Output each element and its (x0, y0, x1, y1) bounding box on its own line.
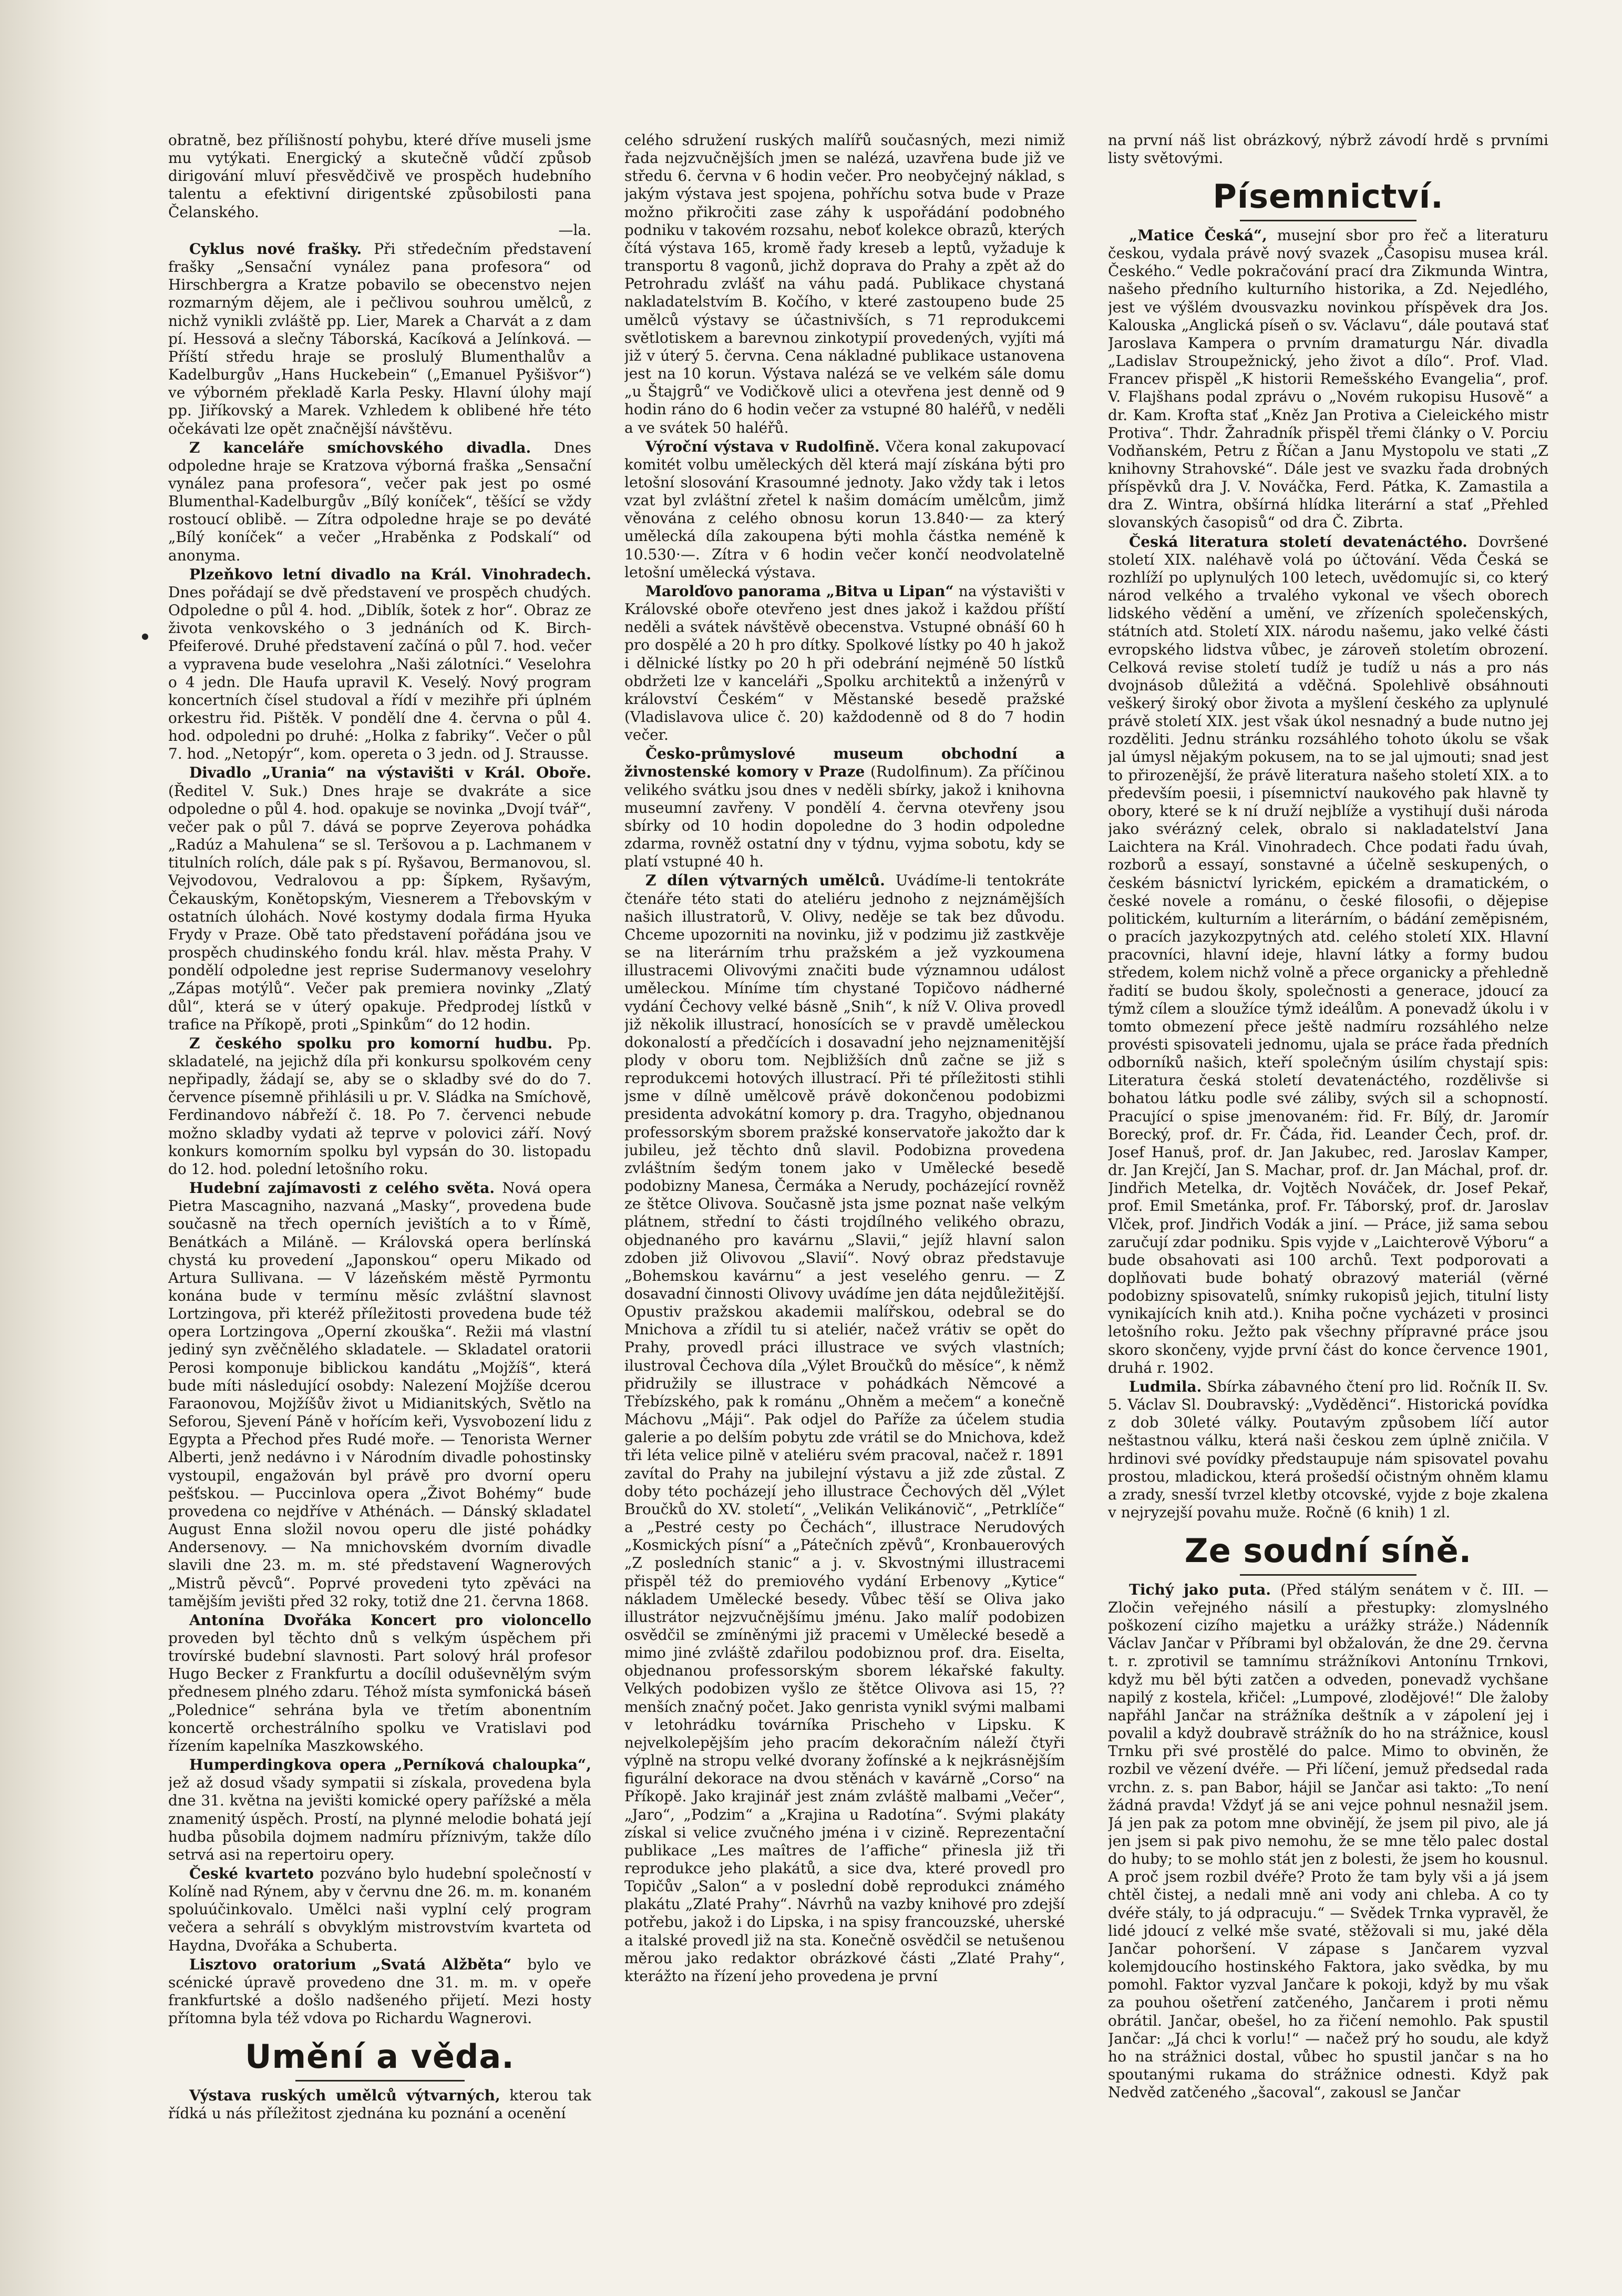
article-paragraph: na první náš list obrázkový, nýbrž závodí hrdě s prvními listy světovými. (1108, 131, 1548, 167)
article-paragraph: Výroční výstava v Rudolfině. Včera konal zakupovací komitét volbu uměleckých děl která mají získána býti pro letošní slosování Krasoumné jednoty. Jako vždy tak i letos vzat byl zvláštní zřetel k našim domácím umělcům, jimž věnována z celého obnosu korun 13.840·— za který umělecká díla zakoupena býti mohla částka neméně k 10.530·—. Zítra v 6 hodin večer končí neodvolatelně letošní umělecká výstava. (624, 437, 1065, 581)
section-rule (1240, 1574, 1416, 1576)
article-heading: Divadlo „Urania“ na výstavišti v Král. Oboře. (189, 764, 591, 782)
article-heading: České kvarteto (189, 1865, 314, 1882)
section-heading: Umění a věda. (245, 2037, 515, 2076)
article-heading: Humperdingkova opera „Perníková chaloupka“, (189, 1756, 591, 1774)
article-heading: Marolďovo panorama „Bitva u Lipan“ (645, 582, 954, 600)
article-paragraph: Výstava ruských umělců výtvarných, kterou tak řídká u nás příležitost zjednána ku poznání a ocenění (168, 2087, 591, 2122)
article-heading: Hudební zajímavosti z celého světa. (189, 1179, 495, 1197)
section-rule (1240, 220, 1416, 221)
article-heading: Ludmila. (1129, 1377, 1202, 1395)
article-heading: Lisztovo oratorium „Svatá Alžběta“ (189, 1955, 512, 1973)
article-paragraph: Plzeňkovo letní divadlo na Král. Vinohradech. Dnes pořádají se dvě představení ve prospěch chudých. Odpoledne o půl 4. hod. „Diblík, šotek z hor“. Obraz ze života venkovského o 3 jednáních od K. Birch-Pfeiferové. Druhé představení začíná o půl 7. hod. večer a vypravena bude veselohra „Naši zálotníci.“ Veselohra o 4 jedn. Dle Haufa upravil K. Veselý. Nový program koncertních čísel studoval a řídí v mezihře při úplném orkestru řid. Pištěk. V pondělí dne 4. června o půl 4. hod. odpoledni po druhé: „Holka z fabriky“. Večer o půl 7. hod. „Netopýr“, kom. opereta o 3 jedn. od J. Strausse. (168, 565, 591, 763)
article-paragraph: České kvarteto pozváno bylo hudební společností v Kolíně nad Rýnem, aby v červnu dne 26. m. m. konaném spoluúčinkovalo. Umělci naši vyplní celý program večera a sehrálí s obvyklým mistrovstvím kvarteta od Haydna, Dvořáka a Schuberta. (168, 1865, 591, 1954)
article-paragraph: celého sdružení ruských malířů současných, mezi nimiž řada nejzvučnějších jmen se nalézá, uzavřena bude již ve středu 6. června v 6 hodin večer. Pro neobyčejný náklad, s jakým výstava jest spojena, pohříchu sotva bude v Praze možno přikročiti zase záhy k uspořádání podobného podniku v takovém rozsahu, neboť kolekce obrazů, kterých čítá výstava 165, kromě řady kreseb a leptů, vyžaduje k transportu 8 vagonů, jichž doprava do Prahy a zpět až do Petrohradu zvlášť na váhu padá. Publikace chystaná nakladatelstvím B. Kočího, v které zastoupeno bude 25 umělců výstavy se účastnivších, s 71 reprodukcemi světlotiskem a barevnou zinkotypií provedených, vyjíti má již v úterý 5. června. Cena nákladné publikace ustanovena jest na 10 korun. Výstava nalézá se ve velkém sále domu „u Štajgrů“ ve Vodičkově ulici a otevřena jest denně od 9 hodin ráno do 6 hodin večer za vstupné 80 haléřů, v neděli a ve svátek 50 haléřů. (624, 131, 1065, 436)
article-paragraph: Lisztovo oratorium „Svatá Alžběta“ bylo ve scénické úpravě provedeno dne 31. m. m. v opeře frankfurtské a došlo nadšeného přijetí. Mezi hosty přítomna byla též vdova po Richardu Wagnerovi. (168, 1955, 591, 2027)
article-heading: Česká literatura století devatenáctého. (1129, 533, 1467, 550)
column-2 (624, 131, 1065, 2275)
article-paragraph: Antonína Dvořáka Koncert pro violoncello proveden byl těchto dnů s velkým úspěchem při trovírské budební slavnosti. Part solový hrál profesor Hugo Becker z Frankfurtu a docílil oduševnělým svým přednesem plného zdaru. Téhož místa symfonická báseň „Polednice“ sehrána byla ve třetím abonentním koncertě orchestrálního spolku ve Vratislavi pod řízením kapelníka Maszkowského. (168, 1611, 591, 1754)
article-heading: Z kanceláře smíchovského divadla. (189, 438, 531, 456)
column-1 (168, 131, 591, 2275)
article-paragraph: Humperdingkova opera „Perníková chaloupka“, jež až dosud všady sympatii si získala, provedena byla dne 31. května na jevišti komické opery pařížské a měla znamenitý úspěch. Prostí, na plynné melodie bohatá její hudba působila dojmem nadmíru příznivým, takže dílo setrvá asi na repertoiru opery. (168, 1756, 591, 1863)
page-binding-shadow (0, 0, 110, 2296)
article-heading: Z dílen výtvarných umělců. (645, 872, 885, 890)
article-heading: Cyklus nové frašky. (189, 240, 362, 258)
section-heading: Písemnictví. (1213, 177, 1444, 216)
article-paragraph: Marolďovo panorama „Bitva u Lipan“ na výstavišti v Královské oboře otevřeno jest dnes jakož i každou příští neděli a svátek návštěvě obecenstva. Vstupné obnáší 60 h pro dospělé a 20 h pro dítky. Spolkové lístky po 40 h jakož i dělnické lístky po 20 h při odebrání nejméně 50 lístků obdržeti lze v kanceláři „Spolku architektů a inženýrů v království Českém“ v Městanské besedě pražské (Vladislavova ulice č. 20) každodenně od 8 do 7 hodin večer. (624, 582, 1065, 744)
article-heading: Česko-průmyslové museum obchodní a živnostenské komory v Praze (624, 745, 1065, 781)
article-heading: Plzeňkovo letní divadlo na Král. Vinohradech. (189, 565, 591, 583)
article-paragraph: Česká literatura století devatenáctého. Dovršené století XIX. naléhavě volá po účtování. Věda Česká se rozhlíží po uplynulých 100 letech, uvědomujíc si, co který národ velkého a trvalého vykonal ve všech oborech lidského vědění a umění, ve zřízeních společenských, státních atd. Století XIX. národu našemu, jako velké části evropského lidstva vůbec, je zároveň stoletím obrození. Celková revise století tudíž je tudíž u nás a pro nás dvojnásob důležitá a vděčná. Spolehlivě obsáhnouti veškerý široký obor života a myšlení českého za uplynulé právě století XIX. jest však úkol nesnadný a bude nutno jej rozděliti. Jednu stránku rozsáhlého tohoto úkolu se však jal úmysl nějakým pokusem, na to se jal ujmouti; snad jest to přirozenější, že právě literatura našeho století XIX. a to především poesii, i písemnictví naukového pak hlavně ty obory, které se k ní druží nejblíže a vystihují duši národa jako svérázný celek, obralo si nakladatelství Jana Laichtera na Král. Vinohradech. Chce podati řadu úvah, rozborů a essayí, sonstavné a účelně seskupených, o českém básnictví lyrickém, epickém a dramatickém, o české novele a románu, o české filosofii, o dějepise politickém, kulturním a literárním, o bádání zeměpisném, o pracích jazykozpytných atd. celého století XIX. Hlavní pracovníci, hlavní ideje, hlavní látky a formy budou středem, kolem nichž volně a přece organicky a přehledně řadití se budou školy, společnosti a generace, jdoucí za týmž cílem a sloužíce týmž ideálům. A ponevadž úkolu i v tomto obmezení přece ještě nadmíru rozsáhlého nelze provésti spisovateli jednomu, ujala se práce řada předních odborníků našich, kteří společným úsilím chystají spis: Literatura česká století devatenáctého, rozdělivše si bohatou látku podle své záliby, svých sil a schopností. Pracující o spise jmenovaném: řid. Fr. Bílý, dr. Jaromír Borecký, prof. dr. Fr. Čáda, řid. Leander Čech, prof. dr. Josef Hanuš, prof. dr. Jan Jakubec, red. Jaroslav Kamper, dr. Jan Krejčí, Jan S. Machar, prof. dr. Jan Máchal, prof. dr. Jindřich Metelka, dr. Vojtěch Nováček, dr. Josef Pekař, prof. Emil Smetánka, prof. Fr. Táborský, prof. dr. Jaroslav Vlček, prof. Jindřich Vodák a jiní. — Práce, již sama sebou zaručují zdar podniku. Spis vyjde v „Laichterově Výboru“ a bude obsahovati asi 100 archů. Text podporovati a doplňovati bude bohatý obrazový materiál (věrné podobizny spisovatelů, snímky rukopisů jejich, titulní listy vynikajících knih atd.). Kniha počne vycházeti v prosinci letošního roku. Ježto pak všechny přípravné práce jsou skoro skončeny, vyjde první část do konce července 1901, druhá r. 1902. (1108, 533, 1548, 1376)
article-paragraph: Tichý jako puta. (Před stálým senátem v č. III. — Zločin veřejného násilí a přestupky: zlomyslného poškození cizího majetku a urážky stráže.) Nádenník Václav Jančar v Příbrami byl obžalován, že dne 29. června t. r. zprotivil se tamnímu strážníkovi Antonínu Trnkovi, když mu běl býti zatčen a odveden, ponevadž vychšane napilý z kostela, křičel: „Lumpové, zlodějové!“ Dle žaloby napřáhl Jančar na strážníka deštník a v zápolení jej i povalil a když doubravě strážník do ho na strážnice, kousl Trnku při své prostělé do palce. Mimo to obviněn, že rozbil ve vězení dvéře. — Při líčení, jemuž předsedal rada vrchn. z. s. pan Babor, hájil se Jančar asi takto: „To není žádná pravda! Vždyť já se ani vejce pohnul nesnažil jsem. Já jen pak za potom mne obvinějí, že jsem pil pivo, ale já jen jsem si pak pivo nemohu, že se mne tělo palec dostal do huby; to se mohlo stát jen z bolesti, že jsem ho kousnul. A proč jsem rozbil dvéře? Proto že tam byly vši a já jsem chtěl čistej, a nedali mně ani vody ani chleba. A co ty dvéře stály, to já odpracuju.“ — Svědek Trnka vypravěl, že lidé jdoucí z velké mše svaté, stěžovali si mu, jaké děla Jančar pohoršení. V zápase s Jančarem vyzval kolemjdoucího hostinského Faktora, jako svědka, by mu pomohl. Faktor vyzval Jančare k pokoji, když by mu však za pouhou ošetření zatčeného, Jančarem i proti němu obrátil. Jančar, obešel, ho za řičení nemohlo. Pak spustil Jančar: „Já chci k vorlu!“ — načež prý ho soudu, ale když ho na strážnici dostal, vůbec ho spustil jančar s na ho spoutanými rukama do strážnice odnesti. Když pak Nedvěd zatčeného „šacoval“, zakousl se Jančar (1108, 1580, 1548, 2101)
article-paragraph: Z dílen výtvarných umělců. Uvádíme-li tentokráte čtenáře této stati do ateliéru jednoho z nejznámějších našich illustratorů, V. Olivy, neděje se tak bez důvodu. Chceme upozorniti na novinku, již v podzimu již zastkvěje se na literárním trhu pražském a jež vyzkoumena illustracemi Olivovými značiti bude významnou událost uměleckou. Míníme tím chystané Topičovo nádherné vydání Čechovy velké básně „Snih“, k níž V. Oliva provedl již několik illustrací, honosících se v pravdě uměleckou dokonalostí a předčících i dosavadní jeho nejznamenitější plody v oboru tom. Nejbližších dnů začne se již s reprodukcemi hotových illustrací. Při té příležitosti stihli jsme v dílně umělcově právě dokončenou podobizmi presidenta advokátní komory p. dra. Tragyho, objednanou professorským sborem pražské konservatoře jakožto dar k jubileu, jež těchto dnů slavil. Podobizna provedena zvláštním šedým tonem jako v Umělecké besedě podobizny Manesa, Čermáka a Nerudy, pocházející rovněž ze štětce Olivova. Současně jsta jsme poznat naše velkým plátnem, střední to části trojdílného velikého obrazu, objednaného pro kavárnu „Slavii,“ jejíž hlavní salon zdoben již Olivovou „Slavií“. Nový obraz představuje „Bohemskou kavárnu“ a jest veselého genru. — Z dosavadní činnosti Olivovy uvádíme jen dáta nejdůležitější. Opustiv pražskou akademii malířskou, odebral se do Mnichova a zřídil tu si ateliér, načež vrátiv se opět do Prahy, provedl práci illustrace ve svých vlastních; ilustroval Čechova díla „Výlet Broučků do měsíce“, k němž přidružily se illustrace v pohádkách Němcové a Třebízského, pak k románu „Ohněm a mečem“ a konečně Máchovu „Máji“. Pak odjel do Paříže za účelem studia galerie a po delším pobytu zde vrátil se do Mnichova, kdež tři léta velice pilně v ateliéru svém pracoval, načež r. 1891 zavítal do Prahy na jubilejní výstavu a již zde zůstal. Z doby této pocházejí jeho illustrace Čechových děl „Výlet Broučků do XV. století“, „Velikán Velikánovič“, „Petrklíče“ a „Pestré cesty po Čechách“, illustrace Nerudových „Kosmických písní“ a „Pátečních zpěvů“, Kronbauerových „Z posledních stanic“ a j. v. Skvostnými illustracemi přispěl též do premiového vydání Erbenovy „Kytice“ nákladem Umělecké besedy. Vůbec těší se Oliva jako illustrátor nejzvučnějšímu jménu. Jako malíř podobizen osvědčil se zmíněnými již pracemi v Umělecké besedě a mimo jiné zvláště zdařilou podobiznou prof. dra. Eiselta, objednanou professorským sborem lékařské fakulty. Velkých podobizen vyšlo ze štětce Olivova asi 15, ?? menších značný počet. Jako genrista vynikl svými malbami v letohrádku továrníka Prischeho v Lipsku. K nejvelkolepějším jeho pracím dekoračním náleží čtyři výplně na stropu velké dvorany žofínské a k nejkrásnějším figurální dekorace na dvou stěnách v kavárně „Corso“ na Příkopě. Jako krajinář jest znám zvláště malbami „Večer“, „Jaro“, „Podzim“ a „Krajina u Radotína“. Svými plakáty získal si velice zvučného jména i v cizině. Reprezentační publikace „Les maîtres de l’affiche“ přinesla již tři reprodukce jeho plakátů, a sice dva, které provedl pro Topičův „Salon“ a v poslední době reprodukci známého plakátu „Zlaté Prahy“. Návrhů na vazby knihové pro zdejší potřebu, jakož i do Lipska, i na spisy francouzské, uherské a italské provedl již na sta. Konečně osvědčil se netušenou měrou jako redaktor obrázkové části „Zlaté Prahy“, kterážto na řízení jeho provedena je první (624, 872, 1065, 1985)
article-heading: Výroční výstava v Rudolfině. (645, 437, 880, 455)
article-heading: Z českého spolku pro komorní hudbu. (189, 1034, 553, 1052)
article-paragraph: Z kanceláře smíchovského divadla. Dnes odpoledne hraje se Kratzova výborná fraška „Sensační vynález pana profesora“, večer pak jest po osmé Blumenthal-Kadelburgův „Bílý koníček“, těšící se vždy rostoucí oblibě. — Zítra odpoledne hraje se po deváté „Bílý koníček“ a večer „Hraběnka z Podskalí“ od anonyma. (168, 438, 591, 564)
article-paragraph: Z českého spolku pro komorní hudbu. Pp. skladatelé, na jejichž díla při konkursu spolkovém ceny nepřipadly, žádají se, aby se o skladby své do do 7. července písemně přihlásili u pr. V. Sládka na Smíchově, Ferdinandovo nábřeží č. 18. Po 7. červenci nebude možno skladby vydati až teprve v polovici září. Nový konkurs komorním spolku byl vypsán do 30. listopadu do 12. hod. polední letošního roku. (168, 1034, 591, 1178)
article-paragraph: „Matice Česká“, musejní sbor pro řeč a literaturu českou, vydala právě nový svazek „Časopisu musea král. Českého.“ Vedle pokračování prací dra Zikmunda Wintra, našeho předního kulturního historika, a Zd. Nejedlého, jest ve výšlém dvousvazku novinkou příspěvek dra Jos. Kalouska „Anglická píseň o sv. Václavu“, dále poutavá stať Jaroslava Kampera o prvním dramaturgu Nár. divadla „Ladislav Stroupežnický, jeho život a dílo“. Prof. Vlad. Francev přispěl „K historii Remešského Evangelia“, prof. V. Flajšhans podal zprávu o „Novém rukopisu Husově“ a dr. Kam. Krofta stať „Kněz Jan Protiva a Cieleického mistr Protiva“. Thdr. Žahradník přispěl třemi články o V. Porciu Vodňanském, Petru z Říčan a Janu Mystopolu ve stati „Z knihovny Strahovské“. Dále jest ve svazku řada drobných příspěvků dra J. V. Nováčka, Ferd. Pátka, K. Zamastila a dra Z. Wintra, obšírná hlídka literární a stať „Přehled slovanských časopisů“ od dra Č. Zibrta. (1108, 226, 1548, 532)
signature: —la. (558, 221, 591, 239)
article-heading: „Matice Česká“, (1129, 226, 1267, 244)
article-paragraph: Ludmila. Sbírka zábavného čtení pro lid. Ročník II. Sv. 5. Václav Sl. Doubravský: „Vyděděnci“. Historická povídka z dob 30leté války. Poutavým způsobem líčí autor neštastnou válku, která naši českou zem úplně zničila. V hrdinovi své povídky předstaupuje nám spisovatel povahu prostou, mladickou, která prošedší očistným ohněm klamu a zrady, snesší tvrzel kletby otcovské, vyjde z boje zkalena v nejryzejší povahu muže. Ročně (6 knih) 1 zl. (1108, 1377, 1548, 1522)
section-heading: Ze soudní síně. (1184, 1532, 1472, 1570)
article-paragraph: Divadlo „Urania“ na výstavišti v Král. Oboře. (Ředitel V. Suk.) Dnes hraje se dvakráte a sice odpoledne o půl 4. hod. opakuje se novinka „Dvojí tvář“, večer pak o půl 7. dává se poprve Zeyerova pohádka „Radúz a Mahulena“ se sl. Teršovou a p. Lachmanem v titulních rolích, dále pak s pí. Ryšavou, Bermanovou, sl. Vejvodovou, Vedralovou a pp: Šípkem, Ryšavým, Čekauským, Konětopským, Viesnerem a Třebovským v ostatních úlohách. Nové kostymy dodala firma Hyuka Frydy v Praze. Obě tato představení pořádána jsou ve prospěch chudinského fondu král. hlav. města Prahy. V pondělí odpoledne jest reprise Sudermanovy veselohry „Zápas motýlů“. Večer pak premiera novinky „Zlatý důl“, která se v úterý opakuje. Předprodej lístků v trafice na Příkopě, proti „Spinkům“ do 12 hodin. (168, 764, 591, 1033)
article-paragraph: Česko-průmyslové museum obchodní a živnostenské komory v Praze (Rudolfinum). Za příčinou velikého svátku jsou dnes v neděli sbírky, jakož i knihovna museumní zavřeny. V pondělí 4. června otevřeny jsou sbírky od 10 hodin dopoledne do 3 hodin odpoledne zdarma, rovněž ostatní dny v týdnu, vyjma sobotu, kdy se platí vstupné 40 h. (624, 745, 1065, 871)
article-heading: Výstava ruských umělců výtvarných, (189, 2087, 500, 2105)
article-heading: Tichý jako puta. (1129, 1580, 1271, 1598)
article-paragraph: Hudební zajímavosti z celého světa. Nová opera Pietra Mascagniho, nazvaná „Masky“, provedena bude současně na třech operních jevištích a to v Římě, Benátkách a Miláně. — Královská opera berlínská chystá ku provedení „Japonskou“ operu Mikado od Artura Sullivana. — V lázeňském městě Pyrmontu konána bude v termínu měsíc zvláštní slavnost Lortzingova, při kteréž příležitosti provedena bude též opera Lortzingova „Operní zkouška“. Režii má vlastní jediný syn zvěčnělého skladatele. — Skladatel oratorii Perosi komponuje biblickou kandátu „Mojžíš“, která bude míti následující osobdy: Nalezení Mojžíše dcerou Faraonovou, Mojžíšův život u Midianitských, Světlo na Seforou, Sjevení Páně v hořícím keři, Vysvobození lidu z Egypta a Přechod přes Rudé moře. — Tenorista Werner Alberti, jenž nedávno i v Národním divadle pohostinsky vystoupil, engažován byl právě pro dvorní operu pešťskou. — Puccinlova opera „Život Bohémy“ bude provedena co nejdříve v Athénách. — Dánský skladatel August Enna složil novou operu dle jisté pohádky Andersenovy. — Na mnichovském dvorním divadle slavili dne 23. m. m. sté představení Wagnerových „Mistrů pěvců“. Poprvé provedeni tyto zpěváci na tamějším jevišti před 32 roky, totiž dne 21. června 1868. (168, 1179, 591, 1610)
article-paragraph: Cyklus nové frašky. Při středečním představení frašky „Sensační vynález pana profesora“ od Hirschbergra a Kratze pobavilo se obecenstvo nejen rozmarným dějem, ale i pečlivou souhrou umělců, z nichž vynikli zvláště pp. Lier, Marek a Charvát a z dam pí. Hessová a slečny Táborská, Kacíková a Jelínková. — Příští středu hraje se proslulý Blumenthalův a Kadelburgův „Hans Huckebein“ („Emanuel Pyšišvor“) ve výborném překladě Karla Pesky. Hlavní úlohy mají pp. Jiříkovský a Marek. Vzhledem k oblibené hře této očekávati lze opět značnější návštěvu. (168, 240, 591, 437)
paragraph: obratně, bez přílišností pohybu, které dříve museli jsme mu vytýkati. Energický a skutečně vůdčí způsob dirigování mluví přesvědčivě ve prospěch hudebního talentu a efektivní dirigentské způsobilosti pana Čelanského. —la. (168, 131, 591, 239)
column-3 (1108, 131, 1548, 2275)
article-heading: Antonína Dvořáka Koncert pro violoncello (189, 1611, 591, 1629)
margin-dot (142, 634, 148, 640)
section-rule (295, 2080, 465, 2081)
